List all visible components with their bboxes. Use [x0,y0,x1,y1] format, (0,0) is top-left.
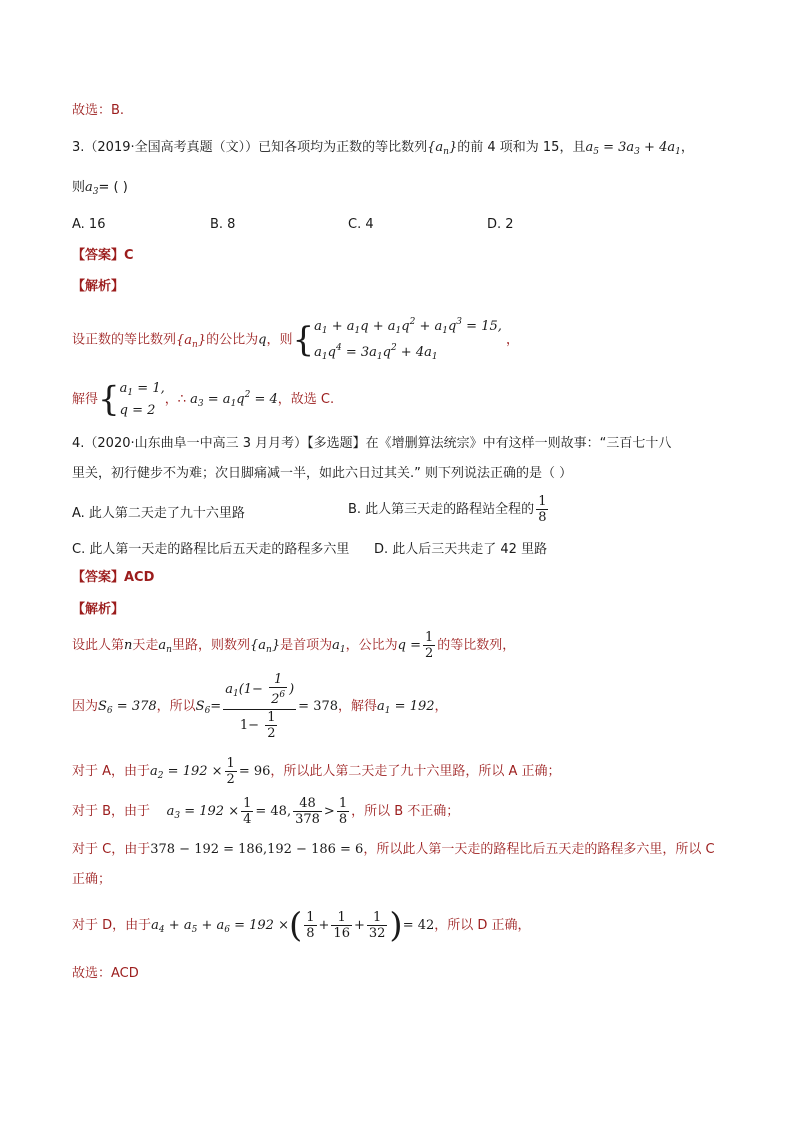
q4-option-b-text: B. 此人第三天走的路程站全程的 [348,502,535,517]
q3-stem-line2 [72,178,128,202]
q4-s1-q: q = [397,638,421,653]
fraction-one-quarter: $\frac{1}{4}$ [243,796,252,827]
q4-solution-2: 因为$S_6 = 378$，所以$S_6=$ $a_1(1-$ $\frac{1}{2^6}$ ) 1− $\frac{1}{2}$ = 378，解得$a_1 = 192$， [72,672,448,741]
q3-stem-a: 3.（2019·全国高考真题（文））已知各项均为正数的等比数列 [72,140,428,155]
q3-seq: $\{a_n\}$ [427,140,458,157]
q4-s4-a: 对于 B，由于 [72,804,151,819]
q4-s3-expr: $a_2 = 192$ × [150,764,223,781]
q3-stem-blank: = ( ) [98,180,128,195]
q3-solution-system: $a_1 = 1$, q = 2 [119,381,165,418]
q4-s4-b: ，所以 B 不正确； [351,804,460,819]
q4-s1-a: 设此人第 [72,638,125,653]
q4-s6-b: ，所以 D 正确， [434,918,531,933]
q4-option-a: A. 此人第二天走了九十六里路 [72,506,245,521]
q4-solution-c [72,840,715,860]
right-paren: ) [389,905,403,946]
q4-solution-c-cont: 正确； [72,872,112,887]
q3-solution-1: 设正数的等比数列$\{a_n\}$的公比为q，则{ $a_1 + a_1q + a_1q^2 + a_1q^3 = 15$, $a_1q^4 = 3a_1q^2 + 4a_1$ ， [72,314,519,366]
q4-s1-d: 是首项为 [280,638,333,653]
q4-solution-a [72,752,561,796]
q4-s1-an: $a_n$ [158,638,172,655]
q3-sol1-c: ，则 [266,332,293,348]
q3-solution-2 [72,375,334,424]
q3-option-c: C. 4 [348,217,374,232]
q3-a3: $a_3$ [85,180,99,197]
plus-sign: + [318,918,330,933]
fraction-one-eighth: $\frac{1}{8}$ [338,796,348,827]
q4-s5-b: ，所以此人第一天走的路程比后五天走的路程多六里，所以 C [363,842,715,857]
fraction-one-sixteenth: $\frac{1}{16}$ [333,910,350,941]
q4-s3-result: = 96 [238,764,271,779]
q4-stem-line2: 里关，初行健步不为难；次日脚痛减一半，如此六日过其关.” 则下列说法正确的是（ ） [72,466,573,481]
q4-s2-a: 因为 [72,699,99,714]
system-brace: { [98,379,120,420]
q3-sol2-b: ，∴ [164,392,186,407]
q4-s1-e: ，公比为 [345,638,398,653]
q3-equation-system: $a_1 + a_1q + a_1q^2 + a_1q^3 = 15$, $a_1q^4 = 3a_1q^2 + 4a_1$ [314,317,502,362]
q4-s1-c: 里路，则数列 [171,638,250,653]
q4-s6-expr: $a_4 + a_5 + a_6 = 192$ × [151,918,289,935]
q4-s3-a: 对于 A，由于 [72,764,151,779]
q4-s5-expr: 378 − 192 = 186,192 − 186 = 6 [150,842,364,857]
fraction-one-eighth: $\frac{1}{8}$ [306,910,315,941]
sum-formula-fraction: $a_1(1-$ $\frac{1}{2^6}$ ) 1− $\frac{1}{2}$ [225,672,295,741]
q3-sol1-seq: $\{a_n\}$ [176,332,207,350]
q3-a3-result: $a_3 = a_1q^2 = 4$ [190,390,278,409]
q4-s2-b: ，所以 [156,699,196,714]
fraction-one-thirtysecond: $\frac{1}{32}$ [368,910,386,941]
q4-solution-1 [72,626,515,670]
q4-s1-f: 的等比数列， [437,638,516,653]
q3-sol2-a: 解得 [72,392,99,407]
q3-sol2-c: ，故选 C. [277,392,335,407]
q3-stem-then: 则 [72,180,86,195]
q4-s2-eq: = 378 [298,699,339,714]
q4-s4-mid: = 48, [255,804,292,819]
q4-s6-a: 对于 D，由于 [72,918,152,933]
q3-sol1-q: q [258,332,267,348]
q4-s2-c: ，解得 [338,699,378,714]
q3-stem-b: 的前 4 项和为 15，且 [457,140,586,155]
q4-s2-s6-formula: $S_6=$ [195,699,222,716]
q3-sol1-a: 设正数的等比数列 [72,332,177,348]
q4-s6-result: = 42 [402,918,435,933]
q4-analysis-label: 【解析】 [72,602,125,617]
q4-s5-a: 对于 C，由于 [72,842,151,857]
q4-answer: 【答案】ACD [72,570,155,585]
fraction-48-378: $\frac{48}{378}$ [295,796,320,827]
fraction-one-half: $\frac{1}{2}$ [226,756,235,787]
q3-answer: 【答案】C [72,248,134,263]
fraction-one-eighth: $\frac{1}{8}$ [538,494,547,525]
q3-option-d: D. 2 [487,217,514,232]
q4-s4-gt: > [323,804,335,819]
q4-solution-d [72,904,531,952]
q3-analysis-label: 【解析】 [72,279,125,294]
q3-option-a: A. 16 [72,217,106,232]
q4-s1-a1: $a_1$ [332,638,346,655]
plus-sign: + [353,918,365,933]
q4-option-d: D. 此人后三天共走了 42 里路 [374,542,548,557]
q3-condition: $a_5 = 3a_3 + 4a_1$ [585,140,681,157]
q3-option-b: B. 8 [210,217,236,232]
left-paren: ( [288,905,303,946]
q3-stem-line1: 3.（2019·全国高考真题（文））已知各项均为正数的等比数列$\{a_n\}$的前 4 项和为 15，且$a_5 = 3a_3 + 4a_1$， [72,140,694,157]
q4-solution-b [72,792,459,836]
q2-conclusion: 故选：B. [72,103,125,118]
q4-stem-line1: 4.（2020·山东曲阜一中高三 3 月月考）【多选题】在《增删算法统宗》中有这样一则故事：“三百七十八 [72,436,672,451]
q4-option-b [348,492,550,528]
fraction-one-half: $\frac{1}{2}$ [424,630,434,661]
q4-s1-seq: $\{a_n\}$ [249,638,281,655]
q4-conclusion: 故选：ACD [72,966,139,981]
q4-option-c: C. 此人第一天走的路程比后五天走的路程多六里 [72,542,350,557]
q4-s3-b: ，所以此人第二天走了九十六里路，所以 A 正确； [270,764,561,779]
q4-s2-s6: $S_6 = 378$ [98,699,157,716]
q4-s1-b: 天走 [132,638,159,653]
system-brace: { [292,320,315,360]
q4-s1-n: n [124,638,133,653]
q4-s2-a1: $a_1 = 192$ [377,699,435,716]
q3-sol1-b: 的公比为 [206,332,259,348]
q4-s4-expr: $a_3 = 192$ × [166,804,240,821]
